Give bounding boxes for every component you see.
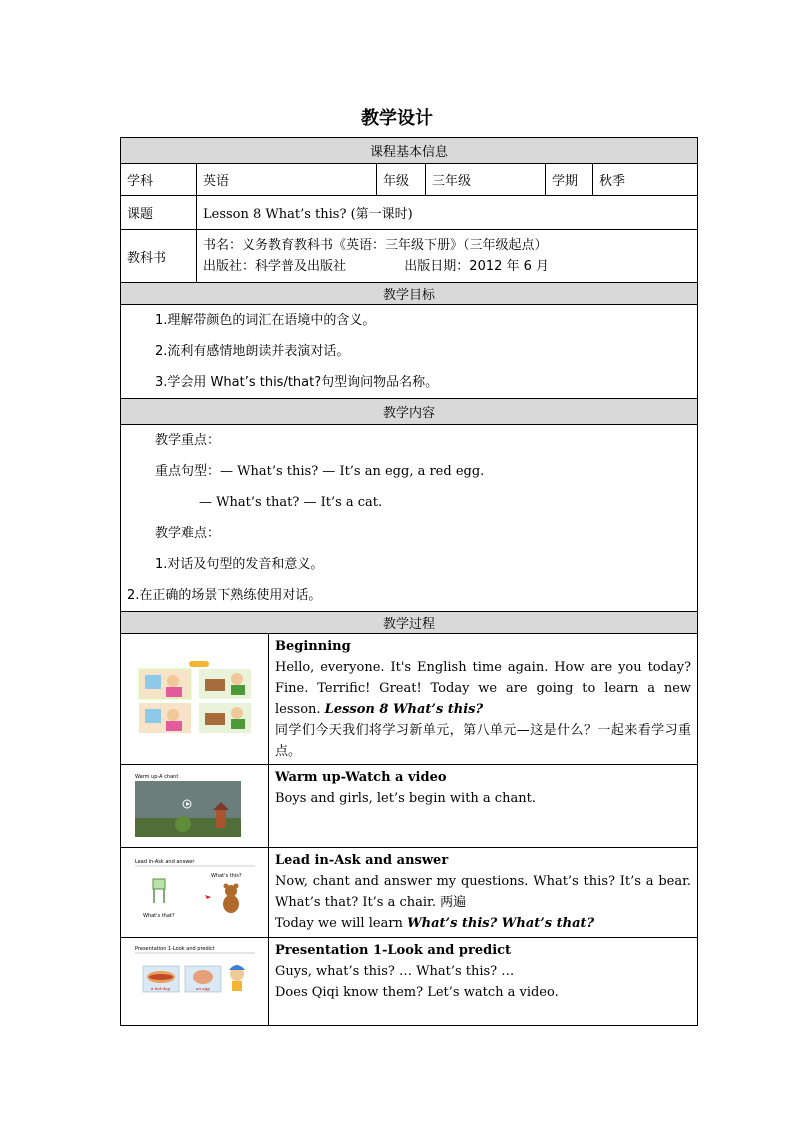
difficulty-1: 1.对话及句型的发音和意义。: [155, 557, 324, 572]
textbook-label: 教科书: [121, 230, 197, 283]
section-process: 教学过程: [121, 612, 698, 634]
section-basic-info: 课程基本信息: [121, 138, 698, 164]
publish-date: 出版日期：2012 年 6 月: [404, 259, 550, 274]
thumb-question-1: What's this?: [210, 872, 241, 879]
key-sentence-2: — What’s that? — It’s a cat.: [199, 495, 383, 510]
thumb-label-2: an egg: [195, 986, 210, 991]
objective-item: 3.学会用 What’s this/that?句型询问物品名称。: [155, 375, 439, 390]
lesson-plan-table: [120, 137, 698, 1026]
thumb-label-1: a hot dog: [150, 986, 170, 991]
publisher: 出版社：科学普及出版社: [203, 259, 347, 274]
objective-item: 2.流利有感情地朗读并表演对话。: [155, 344, 350, 359]
topic-label: 课题: [121, 196, 197, 230]
step-3-text: [269, 848, 698, 938]
difficulty-2: 2.在正确的场景下熟练使用对话。: [127, 588, 322, 603]
step-heading: Lead in-Ask and answer: [275, 853, 449, 868]
textbook-value: [197, 230, 698, 283]
step-3-thumbnail: [121, 848, 269, 938]
thumb-caption: Presentation 1-Look and predict: [134, 946, 215, 952]
thumb-caption: Lead in-Ask and answer: [134, 858, 194, 865]
classroom-scenes-image: [133, 659, 257, 739]
grade-value: 三年级: [426, 164, 546, 196]
step-body: Now, chant and answer my questions. What’s this? It’s a bear. What’s that? It’s a chair. 两遍: [275, 874, 692, 910]
content-body: [121, 425, 698, 612]
step-heading: Warm up-Watch a video: [275, 770, 447, 785]
target-sentence-emphasis: What’s this? What’s that?: [407, 916, 595, 931]
step-4-text: [269, 938, 698, 1026]
objective-item: 1.理解带颜色的词汇在语境中的含义。: [155, 313, 376, 328]
step-body-2: Today we will learn What’s this? What’s that?: [275, 916, 595, 931]
step-body-2: Does Qiqi know them? Let’s watch a video.: [275, 985, 559, 1000]
term-value: 秋季: [593, 164, 698, 196]
step-2-thumbnail: [121, 765, 269, 848]
section-content: 教学内容: [121, 399, 698, 425]
lesson-title-emphasis: Lesson 8 What’s this?: [324, 702, 484, 717]
thumb-question-2: What's that?: [142, 912, 175, 919]
hotdog-egg-image: [133, 944, 257, 1006]
page-title: 教学设计: [361, 108, 433, 129]
thumb-caption: Warm up-A chant: [134, 774, 178, 780]
topic-value: Lesson 8 What’s this? (第一课时): [197, 196, 698, 230]
step-1-text: [269, 634, 698, 765]
chair-bear-image: [133, 857, 257, 929]
subject-value: 英语: [197, 164, 377, 196]
subject-label: 学科: [121, 164, 197, 196]
step-body: Hello, everyone. It's English time again. How are you today? Fine. Terrific! Great! Today we are going to learn a new lesson. Lesson 8 What’s this?: [275, 660, 692, 717]
step-1-thumbnail: [121, 634, 269, 765]
key-sentence-1: 重点句型：— What’s this? — It’s an egg, a red egg.: [155, 464, 485, 479]
step-heading: Presentation 1-Look and predict: [275, 943, 512, 958]
key-point-label: 教学重点：: [155, 433, 221, 448]
step-body-cn: 同学们今天我们将学习新单元，第八单元—这是什么？一起来看学习重点。: [275, 723, 692, 759]
publisher-line: [203, 256, 691, 277]
objectives-list: [121, 305, 698, 399]
difficulty-label: 教学难点：: [155, 526, 221, 541]
section-objectives: 教学目标: [121, 283, 698, 305]
step-4-thumbnail: [121, 938, 269, 1026]
step-body: Guys, what’s this? … What’s this? …: [275, 964, 515, 979]
video-thumbnail-image: [133, 772, 257, 840]
book-name: 书名：义务教育教科书《英语：三年级下册》（三年级起点）: [203, 238, 548, 253]
grade-label: 年级: [377, 164, 426, 196]
step-heading: Beginning: [275, 639, 351, 654]
term-label: 学期: [546, 164, 593, 196]
step-body: Boys and girls, let’s begin with a chant.: [275, 791, 536, 806]
step-2-text: [269, 765, 698, 848]
